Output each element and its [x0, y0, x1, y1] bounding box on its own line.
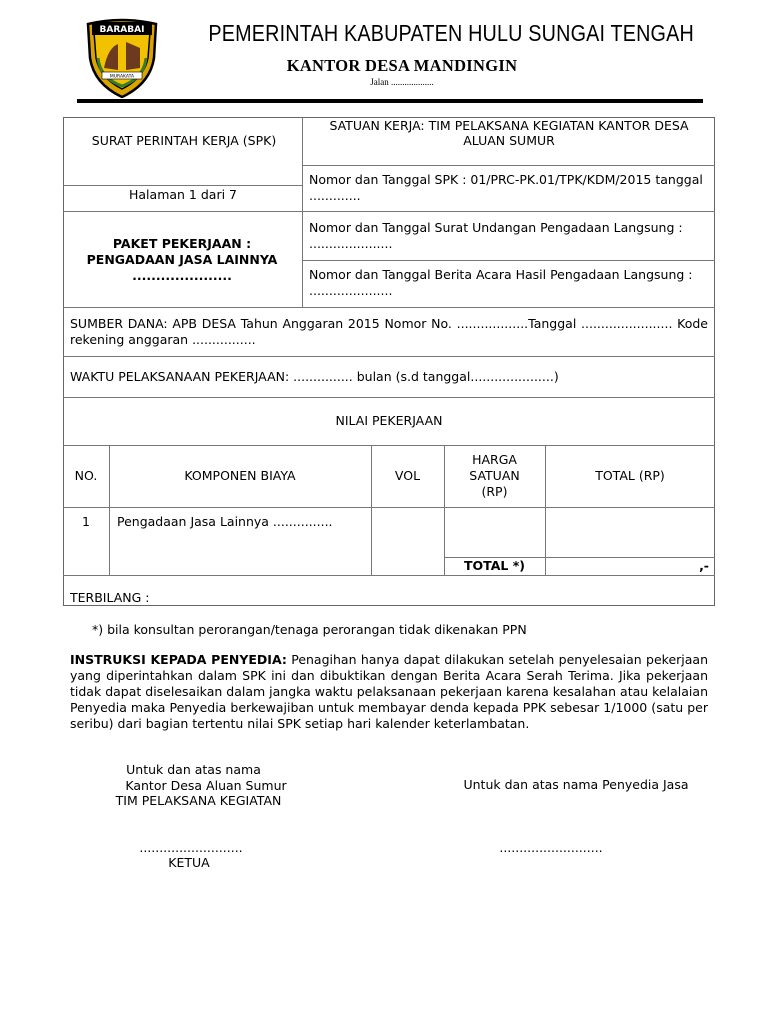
right-signature-name: .......................... — [499, 840, 603, 855]
total-value: ,- — [699, 558, 709, 573]
invitation-number-date: Nomor dan Tanggal Surat Undangan Pengadaan Langsung : ..................... — [309, 220, 683, 251]
regency-crest-logo — [84, 18, 160, 98]
document-title: SURAT PERINTAH KERJA (SPK) — [91, 133, 277, 148]
item-number: 1 — [82, 514, 90, 529]
office-name: KANTOR DESA MANDINGIN — [286, 56, 518, 75]
table-divider — [63, 185, 302, 186]
minutes-number-date: Nomor dan Tanggal Berita Acara Hasil Pengadaan Langsung : ..................... — [309, 267, 693, 298]
table-divider — [302, 260, 715, 261]
column-header-no: NO. — [74, 468, 98, 483]
right-signature-line1: Untuk dan atas nama Penyedia Jasa — [463, 777, 689, 792]
crest-motto: MURAKATA — [109, 74, 135, 80]
work-package: PAKET PEKERJAAN : PENGADAAN JASA LAINNYA ..................... — [86, 236, 278, 283]
government-title: PEMERINTAH KABUPATEN HULU SUNGAI TENGAH — [208, 20, 694, 46]
table-divider — [63, 397, 715, 398]
table-divider — [371, 445, 372, 575]
provider-instructions — [70, 652, 708, 732]
signature-block-left — [96, 762, 316, 809]
table-divider — [545, 445, 546, 575]
funding-source: SUMBER DANA: APB DESA Tahun Anggaran 2015 Nomor No. ..................Tanggal ....................... Kode rekening anggaran ................ — [70, 316, 708, 347]
table-divider — [63, 507, 715, 508]
instructions-label: INSTRUKSI KEPADA PENYEDIA: — [70, 652, 287, 667]
page-info: Halaman 1 dari 7 — [129, 187, 237, 202]
work-duration: WAKTU PELAKSANAAN PEKERJAAN: ............... bulan (s.d tanggal.....................) — [70, 369, 559, 384]
table-divider — [302, 117, 303, 307]
tax-footnote: *) bila konsultan perorangan/tenaga perorangan tidak dikenakan PPN — [92, 622, 527, 637]
table-divider — [63, 356, 715, 357]
letterhead-rule — [77, 99, 703, 103]
column-header-volume: VOL — [394, 468, 421, 483]
table-divider — [302, 165, 715, 166]
table-divider — [109, 445, 110, 575]
table-divider — [63, 307, 715, 308]
table-divider — [63, 445, 715, 446]
instructions-text: Penagihan hanya dapat dilakukan setelah penyelesaian pekerjaan yang diperintahkan dalam SPK ini dan dibuktikan dengan Berita Acara Serah Terima. Jika pekerjaan tidak dapat diselesaikan dalam jangka waktu pelaksanaan pekerjaan karena kesalahan atau kelalaian Penyedia maka Penyedia berkewajiban untuk membayar denda kepada PPK sebesar 1/1000 (satu per seribu) dari bagian tertentu nilai SPK setiap hari kalender keterlambatan. — [70, 652, 709, 731]
spk-number-date: Nomor dan Tanggal SPK : 01/PRC-PK.01/TPK/KDM/2015 tanggal ............. — [309, 172, 703, 203]
crest-label: BARABAI — [99, 25, 145, 35]
left-signature-line2: Kantor Desa Aluan Sumur — [125, 777, 287, 793]
work-unit: SATUAN KERJA: TIM PELAKSANA KEGIATAN KANTOR DESA ALUAN SUMUR — [329, 118, 689, 148]
left-signature-role: KETUA — [168, 855, 210, 870]
column-header-component: KOMPONEN BIAYA — [184, 468, 296, 483]
office-address: Jalan ................... — [370, 77, 434, 87]
column-header-unit-price: HARGA SATUAN (RP) — [469, 452, 520, 499]
left-signature-name: .......................... — [139, 840, 243, 855]
left-signature-line1: Untuk dan atas nama — [126, 762, 261, 777]
total-label: TOTAL *) — [464, 558, 525, 573]
work-value-heading: NILAI PEKERJAAN — [335, 413, 443, 428]
left-signature-line3: TIM PELAKSANA KEGIATAN — [115, 793, 282, 808]
amount-in-words: TERBILANG : — [70, 590, 150, 605]
table-divider — [63, 575, 715, 576]
table-divider — [63, 211, 715, 212]
table-divider — [444, 445, 445, 575]
item-component: Pengadaan Jasa Lainnya ............... — [117, 514, 333, 529]
column-header-total: TOTAL (RP) — [595, 468, 665, 483]
